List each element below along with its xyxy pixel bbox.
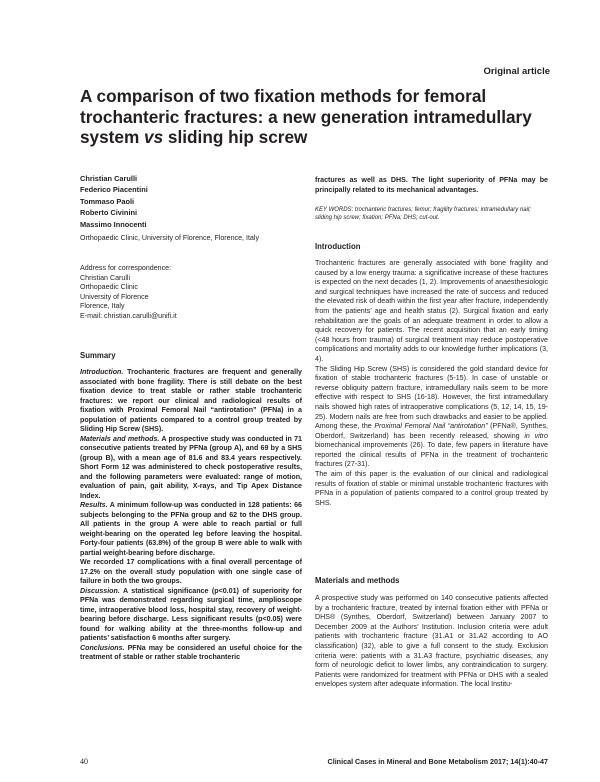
abstract-label: Materials and methods.: [80, 434, 160, 443]
author-name: Christian Carulli: [80, 174, 138, 183]
abstract-continuation: fractures as well as DHS. The light superiority of PFNa may be principally related to its mechanical advantages.: [315, 176, 548, 194]
page-number: 40: [80, 757, 88, 766]
author-name: Federico Piacentini: [80, 185, 148, 195]
abstract-introduction: Introduction. Trochanteric fractures are frequent and generally associated with bone fragility. There is still debate on the best fixation device to treat stable or rather stable trochanteric fractures: we report our clinical and radiological results of fixation with Proximal Femoral Nail “antirotation” (PFNa) in a population of patients compared to a control group treated by Sliding Hip Screw (SHS).: [80, 368, 302, 433]
title-line-2: trochanteric fractures: a new generation intramedullary: [80, 106, 532, 127]
keywords: KEY WORDS: trochanteric fractures; femur; fragility fractures; intramedullary nail; sliding hip screw; fixation; PFNa; DHS; cut-out.: [315, 207, 531, 222]
body-paragraph: The Sliding Hip Screw (SHS) is considered the gold standard device for fixation of stable trochanteric fractures (5-15). In case of unstable or reverse obliquity pattern fracture, intramedullary nails seem to be more effective with respect to SHS (16-18). However, the first intramedullary nails showed high rates of intraoperative complications (5, 12, 14, 15, 19-25). Modern nails are free from such drawbacks and easier to be applied. Among these, the Proximal Femoral Nail “antirotation” (PFNa®, Synthes, Oberdorf, Switzerland) has been recently released, showing in vitro biomechanical improvements (26). To date, few papers in literature have reported the clinical results of PFNa in the treatment of trochanteric fractures (27-31).: [315, 364, 548, 469]
title-line-1: A comparison of two fixation methods for femoral: [80, 86, 487, 106]
correspondence-line: Florence, Italy: [80, 302, 125, 311]
abstract-conclusions: Conclusions. PFNa may be considered an useful choice for the treatment of stable or rather stable trochanteric: [80, 643, 302, 661]
author-name: Massimo Innocenti: [80, 219, 147, 229]
article-title: [80, 86, 550, 148]
correspondence-block: [80, 264, 177, 322]
correspondence-email: E-mail: christian.carulli@unifi.it: [80, 311, 177, 320]
body-paragraph: The aim of this paper is the evaluation of our clinical and radiological results of fixation of stable or minimal unstable trochanteric fractures with PFNa in a population of patients compared to a control group treated by SHS.: [315, 470, 548, 507]
correspondence-line: Address for correspondence:: [80, 264, 172, 272]
introduction-body: [315, 259, 548, 508]
correspondence-line: Orthopaedic Clinic: [80, 283, 138, 292]
correspondence-line: Christian Carulli: [80, 273, 131, 282]
author-name: Tommaso Paoli: [80, 196, 135, 206]
abstract-label: Introduction.: [80, 368, 124, 376]
journal-citation: Clinical Cases in Mineral and Bone Metabolism 2017; 14(1):40-47: [327, 757, 548, 766]
abstract-label: Conclusions.: [80, 643, 125, 652]
abstract-label: Results.: [80, 501, 108, 509]
title-line-3-pre: system: [80, 127, 145, 147]
abstract-results: Results. A minimum follow-up was conducted in 128 patients: 66 subjects belonging to the PFNa group and 62 to the DHS group. All patients in the group A were able to reach partial or full weight-bearing on the operated leg before leaving the hospital. Forty-four patients (63.8%) of the group B were able to walk with partial weight-bearing before discharge.: [80, 501, 302, 557]
abstract: [80, 368, 302, 663]
correspondence-line: University of Florence: [80, 292, 149, 301]
author-name: Roberto Civinini: [80, 208, 138, 218]
body-paragraph: A prospective study was performed on 140 consecutive patients affected by a trochanteric fracture, treated by internal fixation either with PFNa or DHS® (Synthes, Oberdorf, Switzerland) between January 2007 to December 2009 at the Authors’ Institution. Inclusion criteria were adult patients with trochanteric fracture (31.A1 or 31.A2 according to AO classification) (32), able to give a full consent to the study. Exclusion criteria were: patients with a 31.A3 fracture, psychiatric diseases, any form of neurologic deficit to lower limbs, any contraindication to surgery. Patients were randomized for treatment with PFNa or DHS with a sealed envelopes system after adequate information. The local Institu-: [315, 594, 548, 689]
abstract-complications: We recorded 17 complications with a final overall percentage of 17.2% on the overall study population with one single case of failure in both the two groups.: [80, 558, 302, 585]
introduction-heading: Introduction: [315, 242, 361, 251]
methods-heading: Materials and methods: [315, 576, 400, 585]
abstract-methods: Materials and methods. A prospective study was conducted in 71 consecutive patients treated by PFNa (group A), and 69 by a SHS (group B), with a mean age of 81.6 and 83.4 years respectively. Short Form 12 was administered to check postoperative results, and the following parameters were evaluated: range of motion, evaluation of pain, gait ability, X-rays, and Tip Apex Distance Index.: [80, 434, 302, 500]
body-paragraph: Trochanteric fractures are generally associated with bone fragility and caused by a low energy trauma: a significative increase of these fractures is expected on the next decades (1, 2). Improvements of anaesthesiologic and surgical techniques have increased the rate of success and reduced the elevated risk of death within the first year after fracture, independently from the patients’ age and health status (2). Surgical fixation and early rehabilitation are the goals of an adequate treatment in order to allow a quick recovery for patients. The recent acquisition that an early timing (<48 hours from trauma) of surgical treatment may reduce postoperative complications and mortality adds to our knowledge further implications (3, 4).: [315, 259, 548, 363]
author-list: [80, 173, 148, 230]
methods-body: [315, 594, 548, 690]
article-type: Original article: [483, 66, 550, 77]
abstract-discussion: Discussion. A statistical significance (p<0.01) of superiority for PFNa was demonstrated regarding surgical time, amplioscope time, intraoperative blood loss, hospital stay, recovery of weight-bearing before discharge. Less significant results (p<0.05) were found for walking ability at the three-months follow-up and patients’ satisfaction 6 months after surgery.: [80, 586, 302, 642]
title-line-3-italic: vs: [144, 127, 164, 147]
affiliation: Orthopaedic Clinic, University of Florence, Florence, Italy: [80, 234, 259, 242]
abstract-label: Discussion.: [80, 586, 120, 595]
summary-heading: Summary: [80, 351, 116, 360]
title-line-3-post: sliding hip screw: [163, 127, 308, 147]
